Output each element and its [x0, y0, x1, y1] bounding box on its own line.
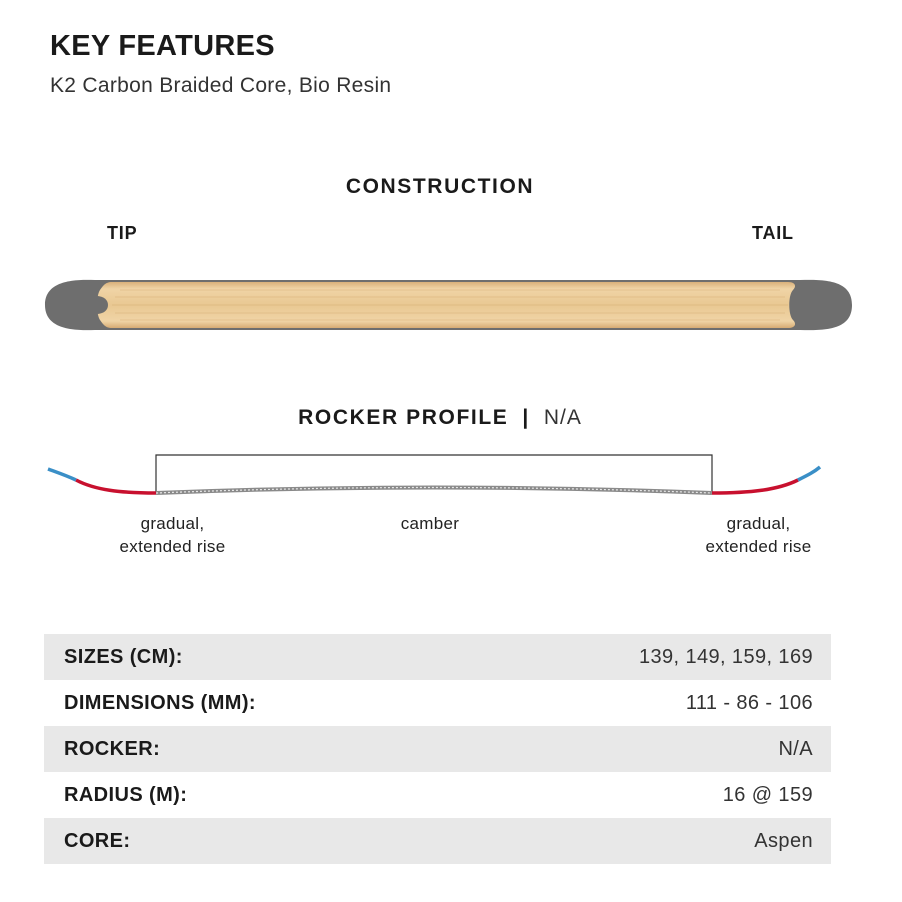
rocker-profile-title: ROCKER PROFILE [298, 406, 509, 429]
spec-row-radius [44, 772, 831, 818]
page-subtitle: K2 Carbon Braided Core, Bio Resin [50, 74, 392, 97]
construction-heading: CONSTRUCTION [345, 175, 535, 198]
spec-value: 139, 149, 159, 169 [638, 645, 813, 668]
rocker-profile-heading [0, 406, 880, 430]
right-rise-label-line2: extended rise [705, 537, 812, 556]
camber-label-text: camber [400, 514, 460, 533]
rocker-profile-separator: | [522, 406, 530, 429]
specs-table [44, 634, 831, 864]
spec-label: SIZES (CM): [64, 645, 183, 668]
spec-label: ROCKER: [64, 737, 161, 760]
spec-label: DIMENSIONS (MM): [64, 691, 256, 714]
left-rise-line [76, 480, 156, 493]
spec-value: 111 - 86 - 106 [685, 691, 813, 714]
left-tip-line [48, 469, 76, 480]
right-tip-line [798, 467, 820, 480]
camber-label [370, 512, 490, 535]
spec-row-core [44, 818, 831, 864]
tail-label: TAIL [752, 223, 794, 243]
right-rise-line [712, 480, 798, 493]
left-rise-label-line1: gradual, [140, 514, 205, 533]
spec-row-sizes [44, 634, 831, 680]
spec-row-dimensions [44, 680, 831, 726]
left-rise-label-line2: extended rise [119, 537, 226, 556]
spec-row-rocker [44, 726, 831, 772]
tip-label: TIP [107, 223, 138, 243]
left-rise-label [100, 512, 245, 558]
rocker-profile-diagram [0, 448, 902, 504]
spec-label: CORE: [64, 829, 131, 852]
spec-value: N/A [778, 737, 813, 760]
right-rise-label [686, 512, 831, 558]
spec-label: RADIUS (M): [64, 783, 188, 806]
spec-value: Aspen [754, 829, 813, 852]
rocker-profile-value: N/A [543, 406, 582, 429]
ski-construction-illustration [0, 270, 902, 340]
spec-value: 16 @ 159 [722, 783, 813, 806]
right-rise-label-line1: gradual, [726, 514, 791, 533]
page-title: KEY FEATURES [50, 30, 275, 62]
